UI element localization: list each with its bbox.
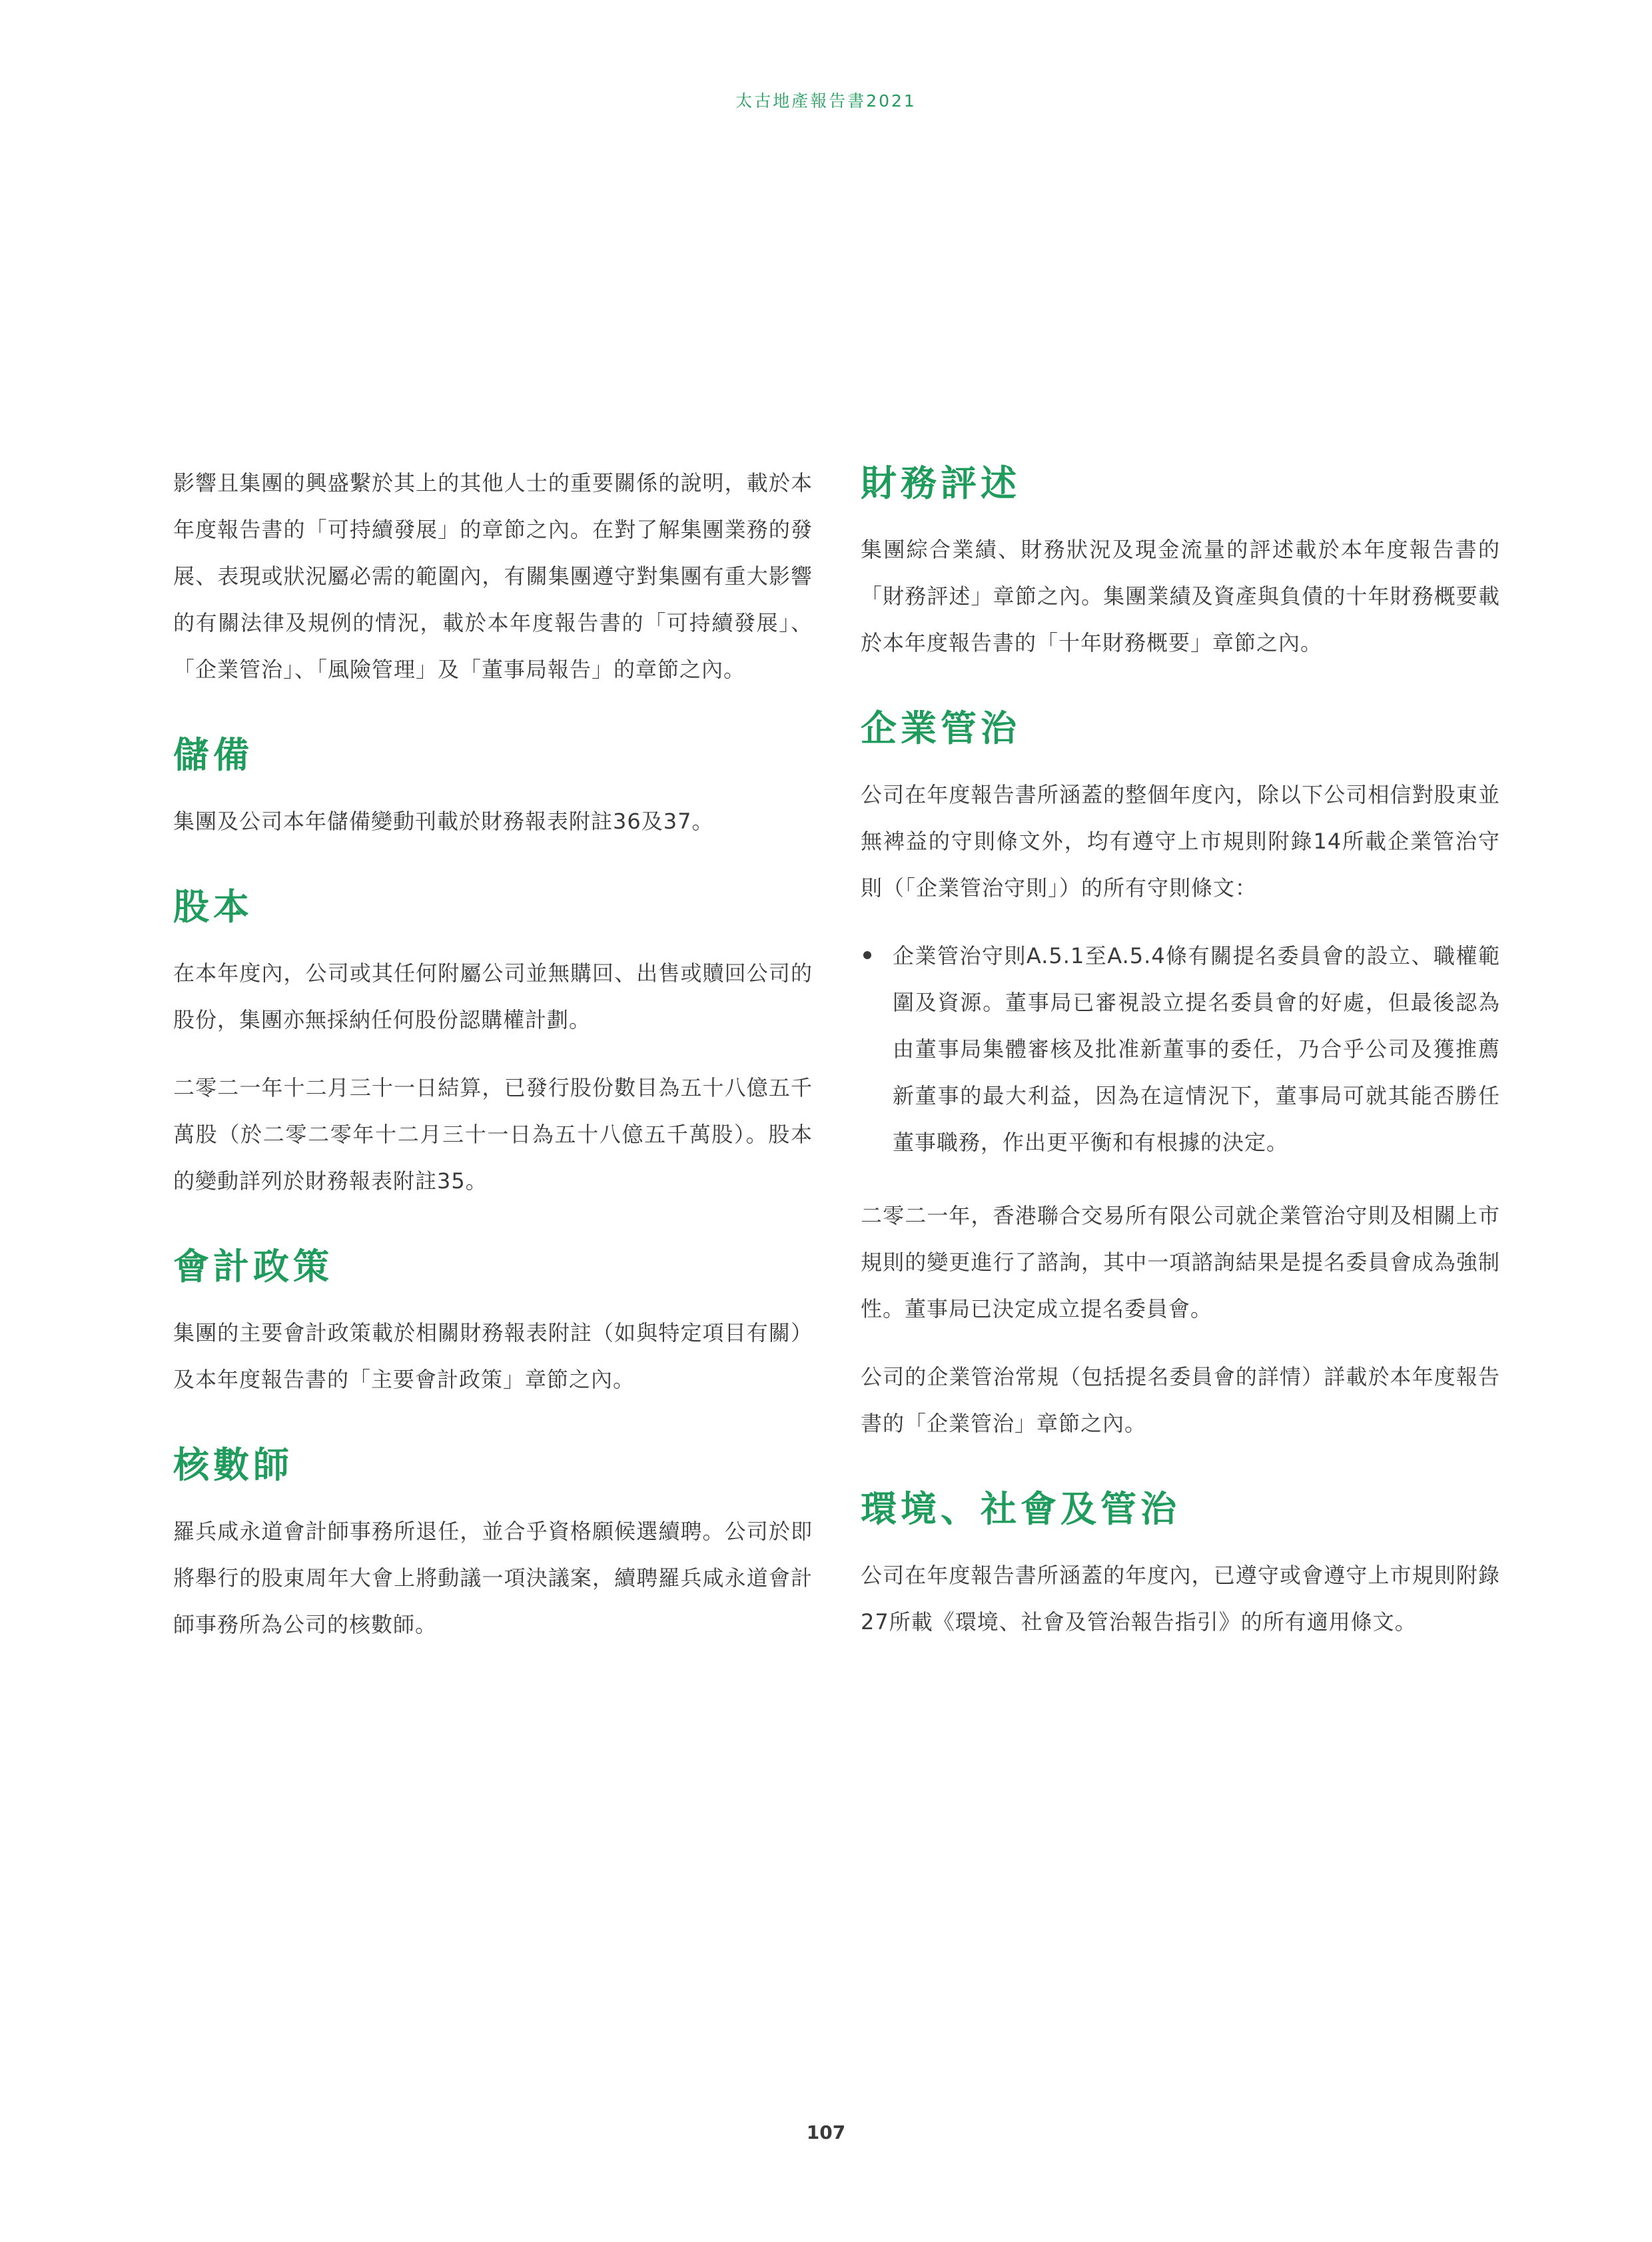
list-item <box>861 933 1500 1166</box>
accounting-policies-heading: 會計政策 <box>173 1246 333 1288</box>
page-number: 107 <box>806 2121 846 2143</box>
running-header: 太古地產報告書2021 <box>735 91 917 111</box>
share-capital-paragraph-2: 二零二一年十二月三十一日結算，已發行股份數目為五十八億五千萬股（於二零二零年十二月三十一日為五十八億五千萬股）。股本的變動詳列於財務報表附註35。 <box>173 1075 813 1194</box>
bullet-dot-icon <box>863 951 871 959</box>
left-column <box>173 460 813 1669</box>
share-capital-heading: 股本 <box>173 886 253 928</box>
financial-review-paragraph: 集團綜合業績、財務狀況及現金流量的評述載於本年度報告書的「財務評述」章節之內。集團業績及資產與負債的十年財務概要載於本年度報告書的「十年財務概要」章節之內。 <box>861 537 1500 655</box>
accounting-policies-paragraph: 集團的主要會計政策載於相關財務報表附註（如與特定項目有關）及本年度報告書的「主要會計政策」章節之內。 <box>173 1320 813 1392</box>
corporate-governance-bullet-list <box>861 933 1500 1166</box>
intro-paragraph: 影響且集團的興盛繫於其上的其他人士的重要關係的說明，載於本年度報告書的「可持續發展」的章節之內。在對了解集團業務的發展、表現或狀況屬必需的範圍內，有關集團遵守對集團有重大影響的有關法律及規例的情況，載於本年度報告書的「可持續發展」、「企業管治」、「風險管理」及「董事局報告」的章節之內。 <box>173 470 813 682</box>
reserves-paragraph: 集團及公司本年儲備變動刊載於財務報表附註36及37。 <box>173 809 714 834</box>
corporate-governance-paragraph-2: 二零二一年，香港聯合交易所有限公司就企業管治守則及相關上市規則的變更進行了諮詢，其中一項諮詢結果是提名委員會成為強制性。董事局已決定成立提名委員會。 <box>861 1203 1500 1321</box>
corporate-governance-paragraph-3: 公司的企業管治常規（包括提名委員會的詳情）詳載於本年度報告書的「企業管治」章節之內。 <box>861 1364 1500 1436</box>
right-column <box>861 460 1500 1667</box>
corporate-governance-paragraph-1: 公司在年度報告書所涵蓋的整個年度內，除以下公司相信對股東並無裨益的守則條文外，均有遵守上市規則附錄14所載企業管治守則（「企業管治守則」）的所有守則條文： <box>861 782 1500 901</box>
financial-review-heading: 財務評述 <box>861 462 1021 504</box>
bullet-text: 企業管治守則A.5.1至A.5.4條有關提名委員會的設立、職權範圍及資源。董事局已審視設立提名委員會的好處，但最後認為由董事局集體審核及批准新董事的委任，乃合乎公司及獲推薦新董事的最大利益，因為在這情況下，董事局可就其能否勝任董事職務，作出更平衡和有根據的決定。 <box>893 943 1500 1155</box>
corporate-governance-heading: 企業管治 <box>861 707 1021 749</box>
esg-paragraph: 公司在年度報告書所涵蓋的年度內，已遵守或會遵守上市規則附錄27所載《環境、社會及管治報告指引》的所有適用條文。 <box>861 1563 1500 1635</box>
share-capital-paragraph-1: 在本年度內，公司或其任何附屬公司並無購回、出售或贖回公司的股份，集團亦無採納任何股份認購權計劃。 <box>173 960 813 1032</box>
esg-heading: 環境、社會及管治 <box>861 1488 1180 1530</box>
reserves-heading: 儲備 <box>173 734 253 776</box>
auditors-heading: 核數師 <box>173 1444 293 1486</box>
auditors-paragraph: 羅兵咸永道會計師事務所退任，並合乎資格願候選續聘。公司於即將舉行的股東周年大會上將動議一項決議案，續聘羅兵咸永道會計師事務所為公司的核數師。 <box>173 1519 813 1637</box>
